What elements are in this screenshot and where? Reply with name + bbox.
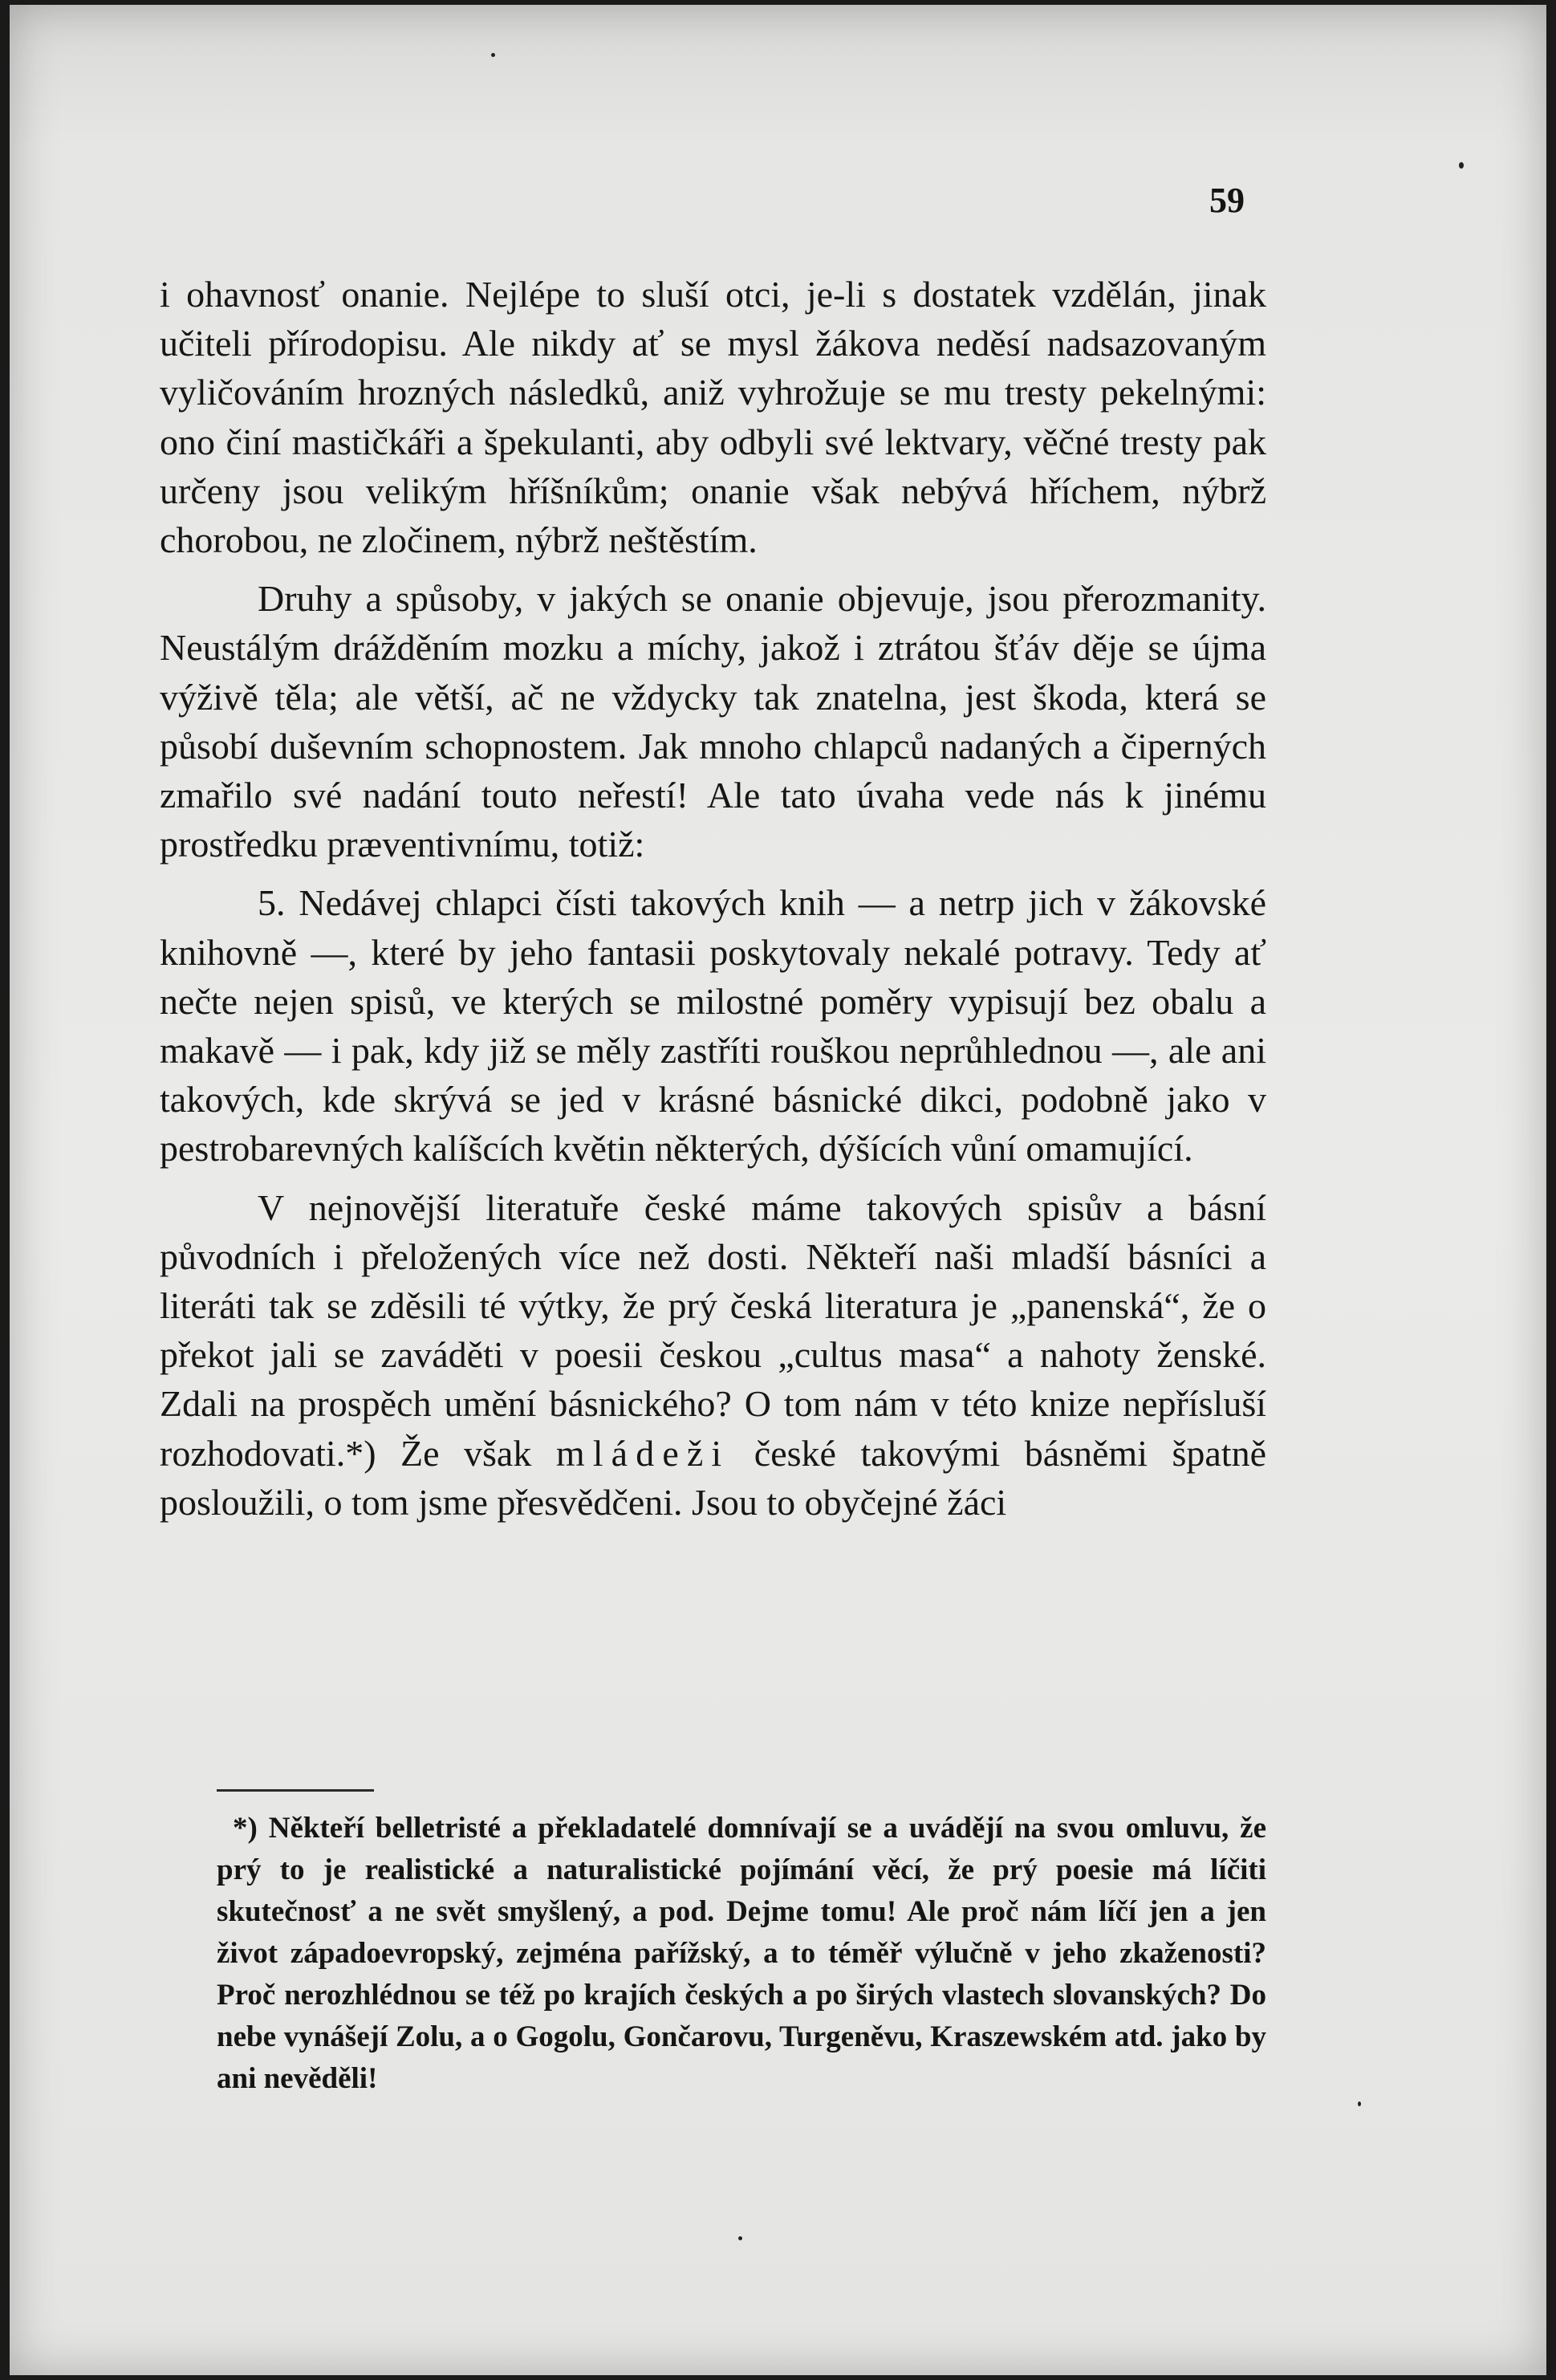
scan-speck (1358, 2101, 1361, 2106)
main-text (160, 270, 1266, 1527)
footnote (217, 1808, 1266, 2100)
footnote-text: Někteří belletristé a překladatelé domnívají se a uvádějí na svou omluvu, že prý to je realistické a naturalistické pojímání věcí, že prý poesie má líčiti skutečnosť a ne svět smyšlený, a pod. Dejme tomu! Ale proč nám líčí jen a jen život západoevropský, zejména pařížský, a to téměř výlučně v jeho zkaženosti? Proč nerozhlédnou se též po krajích českých a po širých vlastech slovanských? Do nebe vynášejí Zolu, a o Gogolu, Gončarovu, Turgeněvu, Kraszewském atd. jako by ani nevěděli! (217, 1812, 1266, 2095)
paragraph-4-part-a: V nejnovější literatuře české máme takových spisův a básní původních i přeložených více než dosti. Někteří naši mladší básníci a literáti tak se zděsili té výtky, že prý česká literatura je „panenská“, že o překot jali se zaváděti v poesii českou „cultus masa“ a nahoty ženské. Zdali na prospěch umění básnického? O tom nám v této knize nepřísluší rozhodovati.*) Že však (160, 1186, 1266, 1474)
footnote-divider (217, 1789, 374, 1792)
paragraph-2: Druhy a spůsoby, v jakých se onanie objevuje, jsou přerozmanity. Neustálým drážděním mozku a míchy, jakož i ztrátou šťáv děje se újma výživě těla; ale větší, ač ne vždycky tak znatelna, jest škoda, která se působí duševním schopnostem. Jak mnoho chlapců nadaných a čiperných zmařilo své nadání touto neřestí! Ale tato úvaha vede nás k jinému prostředku præventivnímu, totiž: (160, 578, 1266, 865)
page-number: 59 (1209, 181, 1245, 220)
emphasized-word: mládeži (555, 1432, 730, 1474)
footnote-marker: *) (233, 1812, 258, 1845)
scan-speck (491, 53, 495, 57)
scan-speck (1459, 162, 1464, 169)
scan-speck (738, 2236, 742, 2240)
paragraph-3: 5. Nedávej chlapci čísti takových knih — a netrp jich v žákovské knihovně —, které by jeho fantasii poskytovaly nekalé potravy. Tedy ať nečte nejen spisů, ve kterých se milostné poměry vypisují bez obalu a makavě — i pak, kdy již se měly zastříti rouškou neprůhlednou —, ale ani takových, kde skrývá se jed v krásné básnické dikci, podobně jako v pestrobarevných kalíšcích květin některých, dýšících vůní omamující. (160, 882, 1266, 1170)
paragraph-4 (160, 1183, 1266, 1527)
paragraph-4-part-b: české takovými básněmi špatně posloužili, o tom jsme přesvědčeni. Jsou to obyčejné žáci (160, 1432, 1266, 1523)
paragraph-1: i ohavnosť onanie. Nejlépe to sluší otci, je-li s dostatek vzdělán, jinak učiteli přírodopisu. Ale nikdy ať se mysl žákova neděsí nadsazovaným vyličováním hrozných následků, aniž vyhrožuje se mu tresty pekelnými: ono činí mastičkáři a špekulanti, aby odbyli své lektvary, věčné tresty pak určeny jsou velikým hříšníkům; onanie však nebývá hříchem, nýbrž chorobou, ne zločinem, nýbrž neštěstím. (160, 274, 1266, 561)
scanned-page (10, 5, 1546, 2375)
